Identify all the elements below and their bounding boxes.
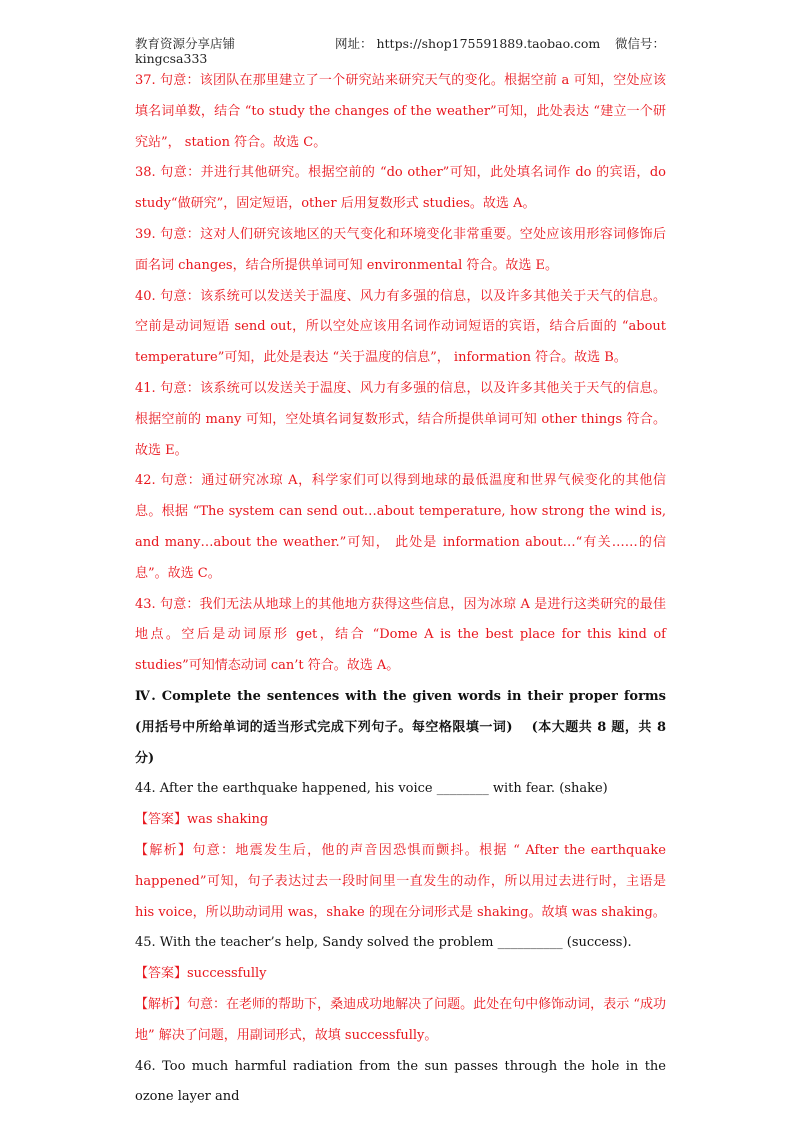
explanation-38: 38. 句意：并进行其他研究。根据空前的 “do other”可知，此处填名词作 do 的宾语，do study“做研究”，固定短语，other 后用复数形式 studies。故选 A。 [135, 165, 666, 212]
answer-tag: 【答案】 [135, 812, 188, 828]
header-url: 网址： https://shop175591889.taobao.com [335, 36, 601, 51]
answer-text: successfully [187, 966, 267, 982]
question-45-analysis [135, 990, 666, 1052]
question-46-stem: 46. Too much harmful radiation from the sun passes through the hole in the ozone layer and [135, 1058, 666, 1105]
explanation-43: 43. 句意：我们无法从地球上的其他地方获得这些信息，因为冰琼 A 是进行这类研究的最佳地点。空后是动词原形 get，结合 “Dome A is the best place for this kind of studies”可知情态动词 can’t 符合。故选 A。 [135, 596, 666, 674]
question-44-answer [135, 805, 666, 836]
question-45-answer [135, 959, 666, 990]
header-shop-name: 教育资源分享店铺 [135, 36, 236, 51]
header-wechat-id: kingcsa333 [135, 51, 208, 66]
question-44-analysis [135, 836, 666, 928]
section-heading: Ⅳ. Complete the sentences with the given words in their proper forms (用括号中所给单词的适当形式完成下列句子。每空格限填一词) (本大题共 8 题，共 8 分) [135, 688, 666, 766]
header-wechat-label: 微信号： [615, 36, 666, 51]
question-45-stem: 45. With the teacher’s help, Sandy solved the problem __________ (success). [135, 935, 632, 951]
explanation-39: 39. 句意：这对人们研究该地区的天气变化和环境变化非常重要。空处应该用形容词修饰后面名词 changes，结合所提供单词可知 environmental 符合。故选 E。 [135, 226, 666, 273]
explanation-40: 40. 句意：该系统可以发送关于温度、风力有多强的信息，以及许多其他关于天气的信息。空前是动词短语 send out，所以空处应该用名词作动词短语的宾语，结合后面的 “about temperature”可知，此处是表达 “关于温度的信息”， information 符合。故选 B。 [135, 288, 666, 366]
answer-text: was shaking [187, 812, 269, 828]
page-content [135, 66, 666, 1113]
analysis-tag: 【解析】 [135, 996, 188, 1012]
analysis-tag: 【解析】 [135, 842, 193, 858]
explanation-37: 37. 句意：该团队在那里建立了一个研究站来研究天气的变化。根据空前 a 可知，空处应该填名词单数，结合 “to study the changes of the weather”可知，此处表达 “建立一个研究站”， station 符合。故选 C。 [135, 73, 666, 150]
analysis-text: 句意：在老师的帮助下，桑迪成功地解决了问题。此处在句中修饰动词，表示 “成功地” 解决了问题，用副词形式，故填 successfully。 [135, 996, 666, 1043]
explanation-42: 42. 句意：通过研究冰琼 A，科学家们可以得到地球的最低温度和世界气候变化的其他信息。根据 “The system can send out…about temperature, how strong the wind is, and many…about the weather.”可知， 此处是 information about…“有关……的信息”。故选 C。 [135, 473, 666, 581]
analysis-text: 句意：地震发生后，他的声音因恐惧而颤抖。根据 “ After the earthquake happened”可知，句子表达过去一段时间里一直发生的动作，所以用过去进行时，主语是 his voice，所以助动词用 was，shake 的现在分词形式是 shaking。故填 was shaking。 [135, 842, 666, 920]
explanation-41: 41. 句意：该系统可以发送关于温度、风力有多强的信息，以及许多其他关于天气的信息。根据空前的 many 可知，空处填名词复数形式，结合所提供单词可知 other things 符合。故选 E。 [135, 380, 666, 458]
question-44-stem: 44. After the earthquake happened, his voice ________ with fear. (shake) [135, 781, 608, 797]
answer-tag: 【答案】 [135, 966, 188, 982]
